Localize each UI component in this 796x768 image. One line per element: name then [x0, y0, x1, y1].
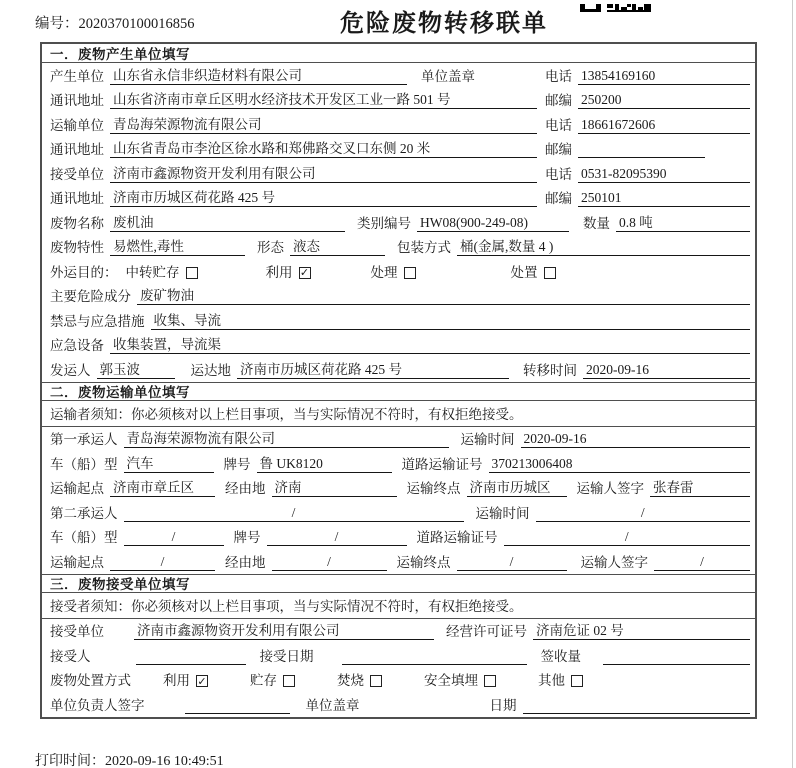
hazard-label: 主要危险成分 — [50, 289, 131, 304]
zip2-value — [578, 142, 705, 158]
state-value: 液态 — [290, 239, 385, 256]
row-addr1 — [42, 88, 755, 113]
transporter-label: 运输单位 — [50, 117, 104, 133]
checkbox-label: 焚烧 — [337, 673, 364, 688]
head-sign-label: 单位负责人签字 — [50, 697, 145, 713]
checkbox-icon — [186, 267, 198, 279]
row-taboo — [42, 308, 755, 333]
via1-label: 经由地 — [225, 481, 266, 496]
print-time-value: 2020-09-16 10:49:51 — [105, 754, 224, 768]
origin1-label: 运输起点 — [50, 481, 104, 496]
sign1-label: 运输人签字 — [576, 481, 644, 496]
zip3-value: 250101 — [578, 190, 750, 207]
phone2-value: 18661672606 — [578, 117, 750, 134]
state-label: 形态 — [257, 240, 284, 255]
doc-number-label: 编号： — [35, 16, 79, 32]
checkbox-icon — [544, 267, 556, 279]
end1-value: 济南市历城区 — [467, 480, 567, 497]
row-receiver — [42, 161, 755, 186]
dest-label: 运达地 — [190, 362, 231, 378]
receiver-label: 接受单位 — [50, 166, 104, 182]
waste-name-label: 废物名称 — [50, 215, 104, 231]
section3-notice: 接受者须知：你必须核对以上栏目事项，当与实际情况不符时，有权拒绝接受。 — [42, 593, 755, 619]
checkbox-label: 处理 — [370, 264, 398, 280]
row-addr2 — [42, 137, 755, 162]
time1-label: 运输时间 — [460, 432, 515, 447]
row-producer — [42, 63, 755, 88]
section2-notice: 运输者须知：你必须核对以上栏目事项，当与实际情况不符时，有权拒绝接受。 — [42, 401, 755, 427]
producer-label: 产生单位 — [50, 68, 104, 84]
seal-label: 单位盖章 — [421, 68, 475, 84]
row-carrier1 — [42, 427, 755, 452]
row-addr1-left — [50, 92, 545, 109]
transfer-time-value: 2020-09-16 — [583, 362, 750, 379]
license-label: 经营许可证号 — [446, 624, 527, 639]
packing-value: 桶(金属,数量 4 ) — [457, 239, 750, 256]
addr3-value: 济南市历城区荷花路 425 号 — [110, 190, 537, 207]
taboo-value: 收集、导流 — [151, 313, 751, 330]
row-addr3 — [42, 186, 755, 211]
row-route2 — [42, 549, 755, 574]
page-title: 危险废物转移联单 — [340, 11, 548, 37]
end2-value: / — [457, 554, 567, 571]
carrier1-value: 青岛海荣源物流有限公司 — [124, 431, 449, 448]
vehicle2-value: / — [124, 529, 224, 546]
row-head-sign — [42, 692, 755, 717]
row-route1 — [42, 476, 755, 501]
disposal-option-use — [163, 673, 208, 689]
acceptor-label: 接受人 — [50, 648, 91, 664]
phone3-value: 0531-82095390 — [578, 166, 750, 183]
doc-number-value: 2020370100016856 — [78, 16, 195, 32]
disposal-option-store — [250, 673, 295, 689]
phone2-label: 电话 — [545, 117, 572, 133]
character-label: 废物特性 — [50, 240, 104, 255]
vehicle1-label: 车（船）型 — [50, 456, 118, 472]
plate2-value: / — [267, 529, 407, 546]
cert2-value: / — [504, 529, 751, 546]
section2-header: 二．废物运输单位填写 — [42, 382, 755, 401]
checkbox-icon — [484, 675, 496, 687]
transfer-time-label: 转移时间 — [523, 362, 577, 378]
time1-value: 2020-09-16 — [521, 431, 751, 448]
sign1-value: 张春雷 — [650, 480, 750, 497]
hazard-value: 废矿物油 — [137, 288, 750, 305]
row-acceptor — [42, 643, 755, 668]
row-sender — [42, 357, 755, 382]
cert1-value: 370213006408 — [489, 456, 751, 473]
addr1-value: 山东省济南市章丘区明水经济技术开发区工业一路 501 号 — [110, 92, 537, 109]
checkbox-label: 利用 — [265, 264, 293, 280]
row-disposal — [42, 668, 755, 693]
unit-seal-label: 单位盖章 — [305, 697, 360, 713]
accept-date-label: 接受日期 — [259, 648, 314, 664]
phone1-label: 电话 — [545, 68, 572, 84]
zip1-value: 250200 — [578, 92, 750, 109]
qty-value: 0.8 吨 — [616, 215, 750, 232]
sign2-label: 运输人签字 — [580, 554, 648, 570]
sender-value: 郭玉波 — [97, 362, 175, 379]
cert2-label: 道路运输证号 — [416, 530, 498, 545]
date-value — [523, 698, 751, 714]
phone3-label: 电话 — [545, 166, 572, 182]
manifest-form — [40, 42, 757, 719]
sender-label: 发运人 — [50, 362, 91, 378]
purpose-label: 外运目的： — [50, 264, 118, 280]
carrier2-label: 第二承运人 — [50, 505, 118, 521]
row-accept-unit — [42, 619, 755, 644]
accept-unit-label: 接受单位 — [50, 624, 104, 639]
zip3-label: 邮编 — [545, 191, 572, 206]
origin2-label: 运输起点 — [50, 554, 104, 570]
addr2-label: 通讯地址 — [50, 142, 104, 157]
checkbox-icon — [571, 675, 583, 687]
category-label: 类别编号 — [357, 215, 411, 231]
license-value: 济南危证 02 号 — [533, 623, 750, 640]
cert1-label: 道路运输证号 — [401, 456, 483, 472]
qty-label: 数量 — [583, 215, 610, 231]
row-receiver-left — [50, 166, 545, 183]
page-edge-line — [792, 0, 793, 768]
taboo-label: 禁忌与应急措施 — [50, 313, 145, 329]
row-equipment — [42, 333, 755, 358]
print-time — [35, 750, 224, 768]
purpose-option-treat — [371, 265, 416, 281]
purpose-option-transfer — [126, 265, 198, 281]
date-label: 日期 — [489, 697, 517, 713]
accept-unit-value: 济南市鑫源物资开发利用有限公司 — [134, 623, 434, 640]
checkbox-icon — [370, 675, 382, 687]
transporter-value: 青岛海荣源物流有限公司 — [110, 117, 537, 134]
qr-code-icon — [580, 4, 652, 13]
disposal-option-other — [538, 673, 583, 689]
qr-code-fragment — [580, 0, 652, 9]
zip1-label: 邮编 — [545, 93, 572, 108]
plate1-label: 牌号 — [223, 456, 251, 472]
plate2-label: 牌号 — [233, 530, 261, 545]
carrier2-value: / — [124, 505, 464, 522]
row-vehicle1 — [42, 451, 755, 476]
origin1-value: 济南市章丘区 — [110, 480, 215, 497]
producer-value: 山东省永信非织造材料有限公司 — [110, 68, 407, 85]
disposal-option-landfill — [424, 673, 496, 689]
vehicle2-label: 车（船）型 — [50, 530, 118, 545]
checkbox-label: 安全填埋 — [424, 673, 478, 688]
checkbox-label: 利用 — [163, 673, 190, 688]
row-hazard — [42, 284, 755, 309]
checkbox-label: 其他 — [538, 673, 565, 688]
checkbox-label: 贮存 — [250, 673, 277, 688]
row-producer-left — [50, 68, 545, 85]
row-waste-character — [42, 235, 755, 260]
category-value: HW08(900-249-08) — [417, 215, 569, 232]
row-carrier2 — [42, 500, 755, 525]
section1-header: 一．废物产生单位填写 — [42, 44, 755, 63]
checkbox-icon: ✓ — [299, 266, 310, 279]
sign-qty-value — [603, 649, 750, 665]
purpose-option-dispose — [511, 265, 556, 281]
print-time-label: 打印时间： — [35, 754, 105, 768]
equipment-value: 收集装置，导流渠 — [110, 337, 750, 354]
row-purpose — [42, 259, 755, 284]
via1-value: 济南 — [272, 480, 397, 497]
row-transporter-left — [50, 117, 545, 134]
vehicle1-value: 汽车 — [124, 456, 214, 473]
sign-qty-label: 签收量 — [540, 648, 581, 664]
head-sign-value — [185, 698, 290, 714]
sign2-value: / — [654, 554, 750, 571]
waste-name-value: 废机油 — [110, 215, 345, 232]
row-vehicle2 — [42, 525, 755, 550]
carrier1-label: 第一承运人 — [50, 432, 118, 447]
addr3-label: 通讯地址 — [50, 191, 104, 206]
time2-label: 运输时间 — [475, 505, 530, 521]
checkbox-icon — [404, 267, 416, 279]
row-addr3-left — [50, 190, 545, 207]
disposal-option-burn — [337, 673, 382, 689]
checkbox-icon — [283, 675, 295, 687]
dest-value: 济南市历城区荷花路 425 号 — [237, 362, 509, 379]
character-value: 易燃性,毒性 — [110, 239, 245, 256]
accept-date-value — [342, 649, 527, 665]
addr2-value: 山东省青岛市李沧区徐水路和郑佛路交叉口东侧 20 米 — [110, 141, 537, 158]
checkbox-icon: ✓ — [197, 674, 207, 688]
end2-label: 运输终点 — [396, 554, 451, 570]
receiver-value: 济南市鑫源物资开发利用有限公司 — [110, 166, 537, 183]
via2-label: 经由地 — [225, 554, 266, 570]
section3-header: 三．废物接受单位填写 — [42, 574, 755, 593]
time2-value: / — [536, 505, 751, 522]
purpose-option-use — [266, 265, 311, 281]
addr1-label: 通讯地址 — [50, 93, 104, 108]
checkbox-label: 中转贮存 — [125, 264, 180, 280]
origin2-value: / — [110, 554, 215, 571]
row-waste-name — [42, 210, 755, 235]
zip2-label: 邮编 — [545, 142, 572, 157]
phone1-value: 13854169160 — [578, 68, 750, 85]
plate1-value: 鲁 UK8120 — [257, 456, 392, 473]
disposal-label: 废物处置方式 — [50, 673, 131, 688]
checkbox-label: 处置 — [510, 264, 538, 280]
row-addr2-left — [50, 141, 545, 158]
via2-value: / — [272, 554, 387, 571]
equipment-label: 应急设备 — [50, 338, 104, 353]
acceptor-value — [136, 649, 246, 665]
packing-label: 包装方式 — [397, 240, 451, 255]
end1-label: 运输终点 — [406, 481, 461, 496]
row-transporter — [42, 112, 755, 137]
